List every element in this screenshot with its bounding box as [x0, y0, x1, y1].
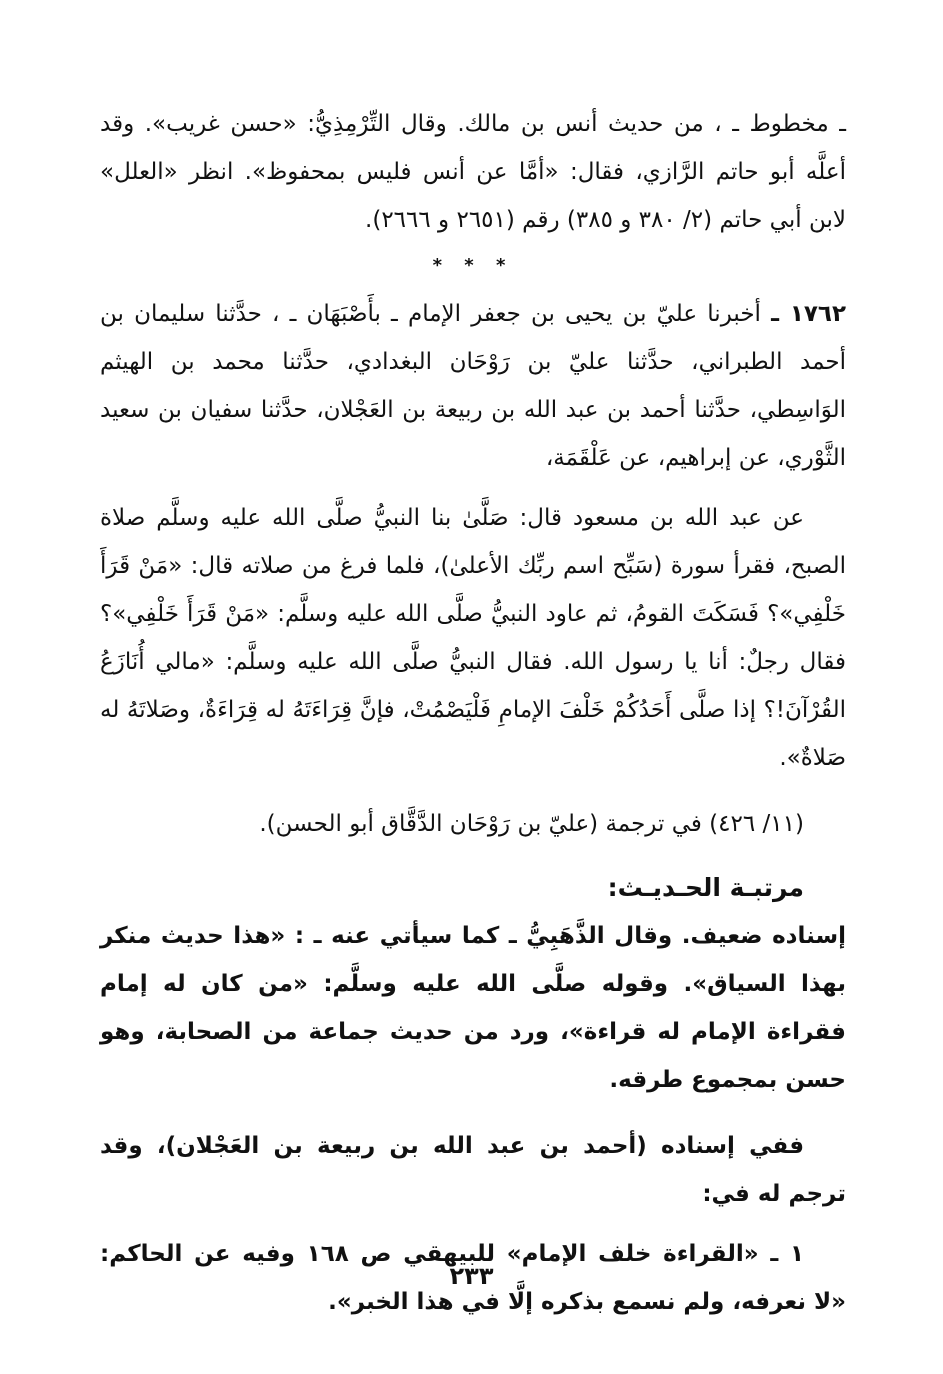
hadith-matn: عن عبد الله بن مسعود قال: صَلَّىٰ بنا النبيُّ صلَّى الله عليه وسلَّم صلاة الصبح، فقرأ سورة (سَبِّح اسم ربِّك الأعلىٰ)، فلما فرغ من صلاته قال: «مَنْ قَرَأَ خَلْفِي»؟ فَسَكَتَ القومُ، ثم عاود النبيُّ صلَّى الله عليه وسلَّم: «مَنْ قَرَأَ خَلْفِي»؟ فقال رجلٌ: أنا يا رسول الله. فقال النبيُّ صلَّى الله عليه وسلَّم: «مالي أُنَازَعُ القُرْآنَ!؟ إذا صلَّى أَحَدُكُمْ خَلْفَ الإمامِ فَلْيَصْمُتْ، فإنَّ قِرَاءَتَهُ له قِرَاءَةٌ، وصَلاتَهُ له صَلاةٌ».: [100, 505, 846, 771]
hadith-grading: إسناده ضعيف. وقال الذَّهَبِيُّ ـ كما سيأتي عنه ـ : «هذا حديث منكر بهذا السياق». وقوله صلَّى الله عليه وسلَّم: «من كان له إمام فقراءة الإمام له قراءة»، ورد من حديث جماعة من الصحابة، وهو حسن بمجموع طرقه.: [100, 923, 846, 1093]
hadith-reference: (١١/ ٤٢٦) في ترجمة (عليّ بن رَوْحَان الدَّقَّاق أبو الحسن).: [259, 811, 804, 837]
section-separator: * * *: [432, 255, 514, 276]
page-number: ٢٣٣: [449, 1262, 494, 1290]
hadith-isnad: [100, 290, 846, 482]
citation-item: ١ ـ «القراءة خلف الإمام» للبيهقي ص ١٦٨ وفيه عن الحاكم: «لا نعرفه، ولم نسمع بذكره إلَّا في هذا الخبر».: [100, 1241, 846, 1315]
isnad-note: ففي إسناده (أحمد بن عبد الله بن ربيعة بن العَجْلان)، وقد ترجم له في:: [100, 1133, 846, 1207]
isnad-text: أخبرنا عليّ بن يحيى بن جعفر الإمام ـ بأَصْبَهَان ـ ، حدَّثنا سليمان بن أحمد الطبراني، حدَّثنا عليّ بن رَوْحَان البغدادي، حدَّثنا محمد بن الهيثم الوَاسِطي، حدَّثنا أحمد بن عبد الله بن ربيعة بن العَجْلان، حدَّثنا سفيان بن سعيد الثَّوْري، عن إبراهيم، عن عَلْقَمَة،: [100, 301, 846, 471]
page-body: [100, 100, 846, 1326]
section-title: مرتبـة الحـديـث:: [607, 873, 804, 902]
footnote-continuation: ـ مخطوط ـ ، من حديث أنس بن مالك. وقال التِّرْمِذِيُّ: «حسن غريب». وقد أعلَّه أبو حاتم الرَّازي، فقال: «أمَّا عن أنس فليس بمحفوظ». انظر «العلل» لابن أبي حاتم (٢/ ٣٨٠ و ٣٨٥) رقم (٢٦٥١ و ٢٦٦٦).: [100, 111, 846, 233]
hadith-number: ١٧٦٢ ـ: [771, 301, 846, 327]
